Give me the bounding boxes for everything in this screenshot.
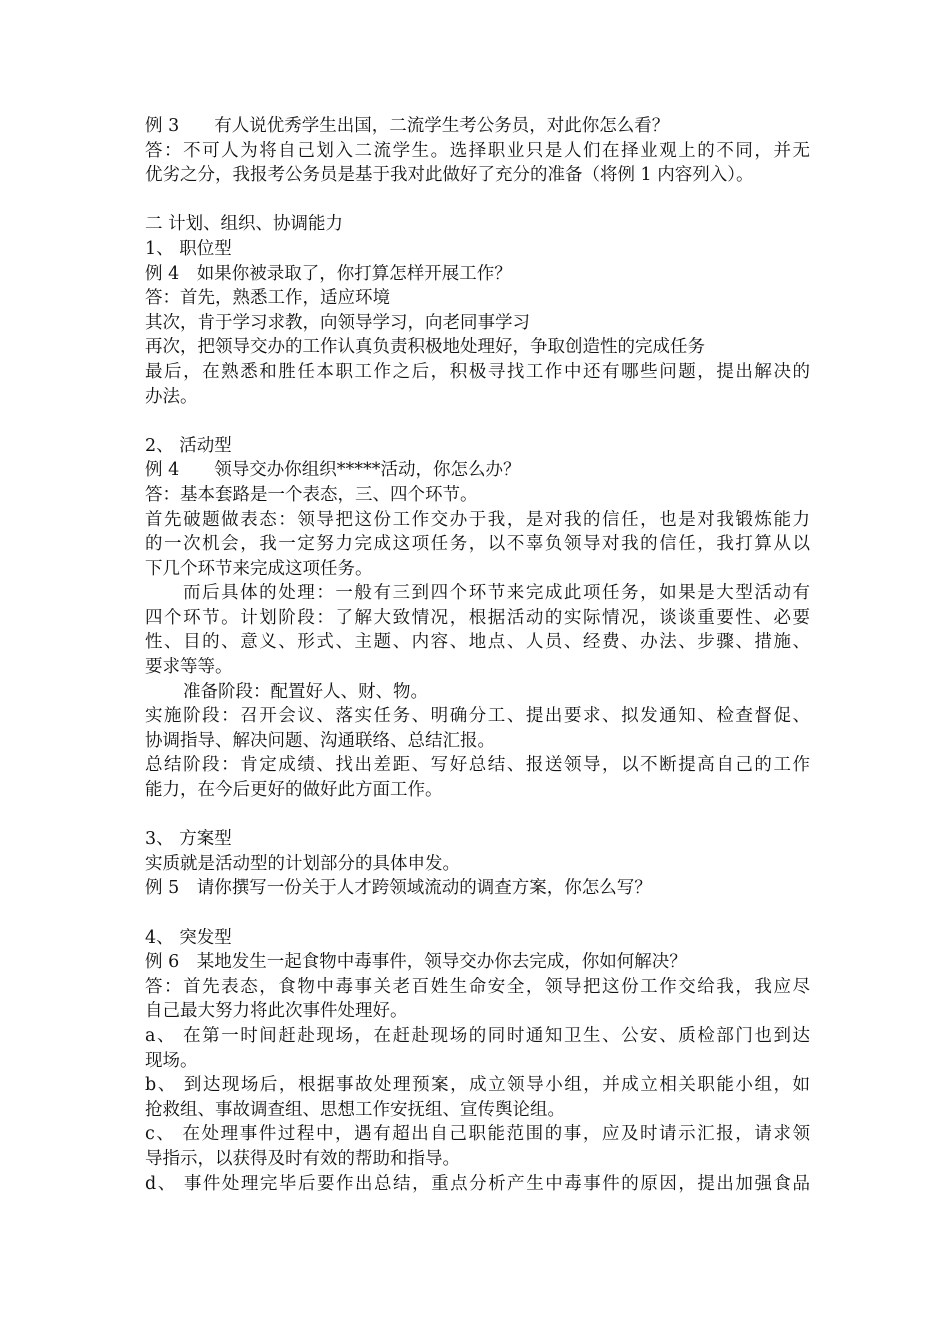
- answer-ex4-b-line7: 性、目的、意义、形式、主题、内容、地点、人员、经费、办法、步骤、措施、: [145, 632, 810, 653]
- answer-ex4-a-line2: 其次，肯于学习求教，向领导学习，向老同事学习: [145, 312, 530, 333]
- answer-ex6-item-a-line1: a、 在第一时间赶赴现场，在赶赴现场的同时通知卫生、公安、质检部门也到达: [145, 1025, 810, 1046]
- blank-line: [145, 803, 810, 828]
- answer-ex4-b-line12: 总结阶段：肯定成绩、找出差距、写好总结、报送领导，以不断提高自己的工作: [145, 755, 810, 776]
- answer-ex4-b-line3: 的一次机会，我一定努力完成这项任务，以不辜负领导对我的信任，我打算从以: [145, 534, 810, 555]
- document-page: [145, 114, 810, 1196]
- answer-ex4-a-line1: 答：首先，熟悉工作，适应环境: [145, 288, 390, 309]
- answer-ex4-b-line4: 下几个环节来完成这项任务。: [145, 558, 373, 579]
- answer-ex4-b-line5: 而后具体的处理：一般有三到四个环节来完成此项任务，如果是大型活动有: [183, 583, 810, 604]
- answer-ex3-line1: 答：不可人为将自己划入二流学生。选择职业只是人们在择业观上的不同，并无: [145, 140, 810, 161]
- answer-ex4-b-line2: 首先破题做表态：领导把这份工作交办于我，是对我的信任，也是对我锻炼能力: [145, 509, 810, 530]
- answer-ex4-b-line6: 四个环节。计划阶段：了解大致情况，根据活动的实际情况，谈谈重要性、必要: [145, 607, 810, 628]
- section-heading-planning: 二 计划、组织、协调能力: [145, 214, 344, 235]
- question-ex3: 例 3 有人说优秀学生出国，二流学生考公务员，对此你怎么看？: [145, 116, 670, 136]
- answer-ex6-item-b-line2: 抢救组、事故调查组、思想工作安抚组、宣传舆论组。: [145, 1099, 565, 1120]
- answer-ex4-b-line8: 要求等等。: [145, 657, 233, 678]
- answer-ex6-item-c-line2: 导指示，以获得及时有效的帮助和指导。: [145, 1148, 460, 1169]
- blank-line: [145, 409, 810, 434]
- subsection-activity-type: 2、 活动型: [145, 435, 232, 456]
- answer-ex6-line1: 答：首先表态，食物中毒事关老百姓生命安全，领导把这份工作交给我，我应尽: [145, 976, 810, 997]
- answer-ex6-item-a-line2: 现场。: [145, 1050, 198, 1071]
- answer-ex4-a-line4: 最后，在熟悉和胜任本职工作之后，积极寻找工作中还有哪些问题，提出解决的: [145, 361, 810, 382]
- answer-ex3-line2: 优劣之分，我报考公务员是基于我对此做好了充分的准备（将例 1 内容列入）。: [145, 165, 754, 186]
- question-ex6: 例 6 某地发生一起食物中毒事件，领导交办你去完成，你如何解决？: [145, 952, 687, 973]
- answer-ex6-item-d-line1: d、 事件处理完毕后要作出总结，重点分析产生中毒事件的原因，提出加强食品: [145, 1173, 810, 1194]
- subsection-plan-type: 3、 方案型: [145, 829, 232, 850]
- answer-ex4-b-line1: 答：基本套路是一个表态，三、四个环节。: [145, 484, 478, 505]
- answer-ex4-b-line11: 协调指导、解决问题、沟通联络、总结汇报。: [145, 730, 495, 751]
- plan-type-description: 实质就是活动型的计划部分的具体申发。: [145, 853, 460, 874]
- answer-ex4-b-line9: 准备阶段：配置好人、财、物。: [183, 681, 428, 702]
- answer-ex4-b-line10: 实施阶段：召开会议、落实任务、明确分工、提出要求、拟发通知、检查督促、: [145, 706, 810, 727]
- question-ex4-a: 例 4 如果你被录取了，你打算怎样开展工作？: [145, 263, 512, 284]
- question-ex5: 例 5 请你撰写一份关于人才跨领域流动的调查方案，你怎么写？: [145, 878, 652, 899]
- subsection-position-type: 1、 职位型: [145, 238, 232, 259]
- answer-ex6-item-c-line1: c、 在处理事件过程中，遇有超出自己职能范围的事，应及时请示汇报，请求领: [145, 1124, 810, 1145]
- question-ex4-b: 例 4 领导交办你组织*****活动，你怎么办？: [145, 460, 521, 481]
- answer-ex6-item-b-line1: b、 到达现场后，根据事故处理预案，成立领导小组，并成立相关职能小组，如: [145, 1075, 810, 1096]
- subsection-emergency-type: 4、 突发型: [145, 927, 232, 948]
- answer-ex6-line2: 自己最大努力将此次事件处理好。: [145, 1001, 408, 1022]
- answer-ex4-a-line5: 办法。: [145, 386, 198, 407]
- blank-line: [145, 188, 810, 213]
- blank-line: [145, 901, 810, 926]
- answer-ex4-a-line3: 再次，把领导交办的工作认真负责积极地处理好，争取创造性的完成任务: [145, 337, 705, 358]
- answer-ex4-b-line13: 能力，在今后更好的做好此方面工作。: [145, 780, 443, 801]
